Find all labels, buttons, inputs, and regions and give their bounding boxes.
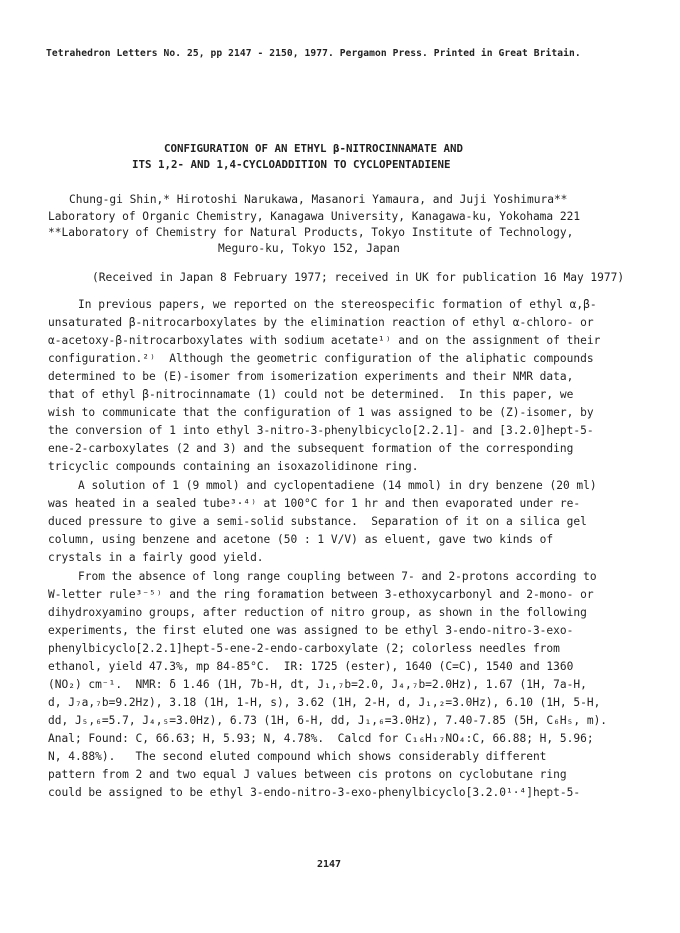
body-line-8: the conversion of 1 into ethyl 3-nitro-3-phenylbicyclo[2.2.1]- and [3.2.0]hept-5- — [48, 424, 594, 437]
affiliation-2: **Laboratory of Chemistry for Natural Products, Tokyo Institute of Technology, — [48, 226, 574, 239]
body-line-11: A solution of 1 (9 mmol) and cyclopentadiene (14 mmol) in dry benzene (20 ml) — [78, 479, 597, 492]
affiliation-3: Meguro-ku, Tokyo 152, Japan — [218, 242, 400, 255]
body-line-26: N, 4.88%). The second eluted compound which shows considerably different — [48, 750, 547, 763]
body-line-6: that of ethyl β-nitrocinnamate (1) could not be determined. In this paper, we — [48, 388, 574, 401]
body-line-24: dd, J₅,₆=5.7, J₄,₅=3.0Hz), 6.73 (1H, 6-H, dd, J₁,₆=3.0Hz), 7.40-7.85 (5H, C₆H₅, m). — [48, 714, 608, 727]
affiliation-1: Laboratory of Organic Chemistry, Kanagawa University, Kanagawa-ku, Yokohama 221 — [48, 210, 581, 223]
body-line-3: α-acetoxy-β-nitrocarboxylates with sodium acetate¹⁾ and on the assignment of their — [48, 334, 601, 347]
body-line-14: column, using benzene and acetone (50 : 1 V/V) as eluent, gave two kinds of — [48, 533, 554, 546]
body-line-5: determined to be (E)-isomer from isomerization experiments and their NMR data, — [48, 370, 574, 383]
body-line-18: dihydroxyamino groups, after reduction of nitro group, as shown in the following — [48, 606, 587, 619]
body-line-25: Anal; Found: C, 66.63; H, 5.93; N, 4.78%. Calcd for C₁₆H₁₇NO₄:C, 66.88; H, 5.96; — [48, 732, 594, 745]
body-line-12: was heated in a sealed tube³·⁴⁾ at 100°C for 1 hr and then evaporated under re- — [48, 497, 581, 510]
body-line-7: wish to communicate that the configuration of 1 was assigned to be (Z)-isomer, by — [48, 406, 594, 419]
body-line-27: pattern from 2 and two equal J values between cis protons on cyclobutane ring — [48, 768, 567, 781]
body-line-21: ethanol, yield 47.3%, mp 84-85°C. IR: 1725 (ester), 1640 (C=C), 1540 and 1360 — [48, 660, 574, 673]
body-line-9: ene-2-carboxylates (2 and 3) and the subsequent formation of the corresponding — [48, 442, 574, 455]
body-line-19: experiments, the first eluted one was assigned to be ethyl 3-endo-nitro-3-exo- — [48, 624, 574, 637]
article-title-line-2: ITS 1,2- AND 1,4-CYCLOADDITION TO CYCLOPENTADIENE — [132, 158, 451, 171]
page-number: 2147 — [317, 859, 342, 870]
authors: Chung-gi Shin,* Hirotoshi Narukawa, Masanori Yamaura, and Juji Yoshimura** — [69, 193, 568, 206]
body-line-4: configuration.²⁾ Although the geometric configuration of the aliphatic compounds — [48, 352, 594, 365]
body-line-28: could be assigned to be ethyl 3-endo-nitro-3-exo-phenylbicyclo[3.2.0¹·⁴]hept-5- — [48, 786, 581, 799]
received-dates: (Received in Japan 8 February 1977; received in UK for publication 16 May 1977) — [92, 271, 625, 284]
journal-header: Tetrahedron Letters No. 25, pp 2147 - 2150, 1977. Pergamon Press. Printed in Great Britain. — [46, 48, 581, 59]
body-line-22: (NO₂) cm⁻¹. NMR: δ 1.46 (1H, 7b-H, dt, J₁,₇b=2.0, J₄,₇b=2.0Hz), 1.67 (1H, 7a-H, — [48, 678, 587, 691]
body-line-17: W-letter rule³⁻⁵⁾ and the ring foramation between 3-ethoxycarbonyl and 2-mono- or — [48, 588, 594, 601]
body-line-16: From the absence of long range coupling between 7- and 2-protons according to — [78, 570, 597, 583]
body-line-10: tricyclic compounds containing an isoxazolidinone ring. — [48, 460, 419, 473]
body-line-13: duced pressure to give a semi-solid substance. Separation of it on a silica gel — [48, 515, 587, 528]
body-line-20: phenylbicyclo[2.2.1]hept-5-ene-2-endo-carboxylate (2; colorless needles from — [48, 642, 560, 655]
body-line-23: d, J₇a,₇b=9.2Hz), 3.18 (1H, 1-H, s), 3.62 (1H, 2-H, d, J₁,₂=3.0Hz), 6.10 (1H, 5-H, — [48, 696, 601, 709]
article-title-line-1: CONFIGURATION OF AN ETHYL β-NITROCINNAMATE AND — [164, 142, 464, 155]
body-line-2: unsaturated β-nitrocarboxylates by the elimination reaction of ethyl α-chloro- or — [48, 316, 594, 329]
body-line-15: crystals in a fairly good yield. — [48, 551, 264, 564]
body-line-1: In previous papers, we reported on the stereospecific formation of ethyl α,β- — [78, 298, 597, 311]
